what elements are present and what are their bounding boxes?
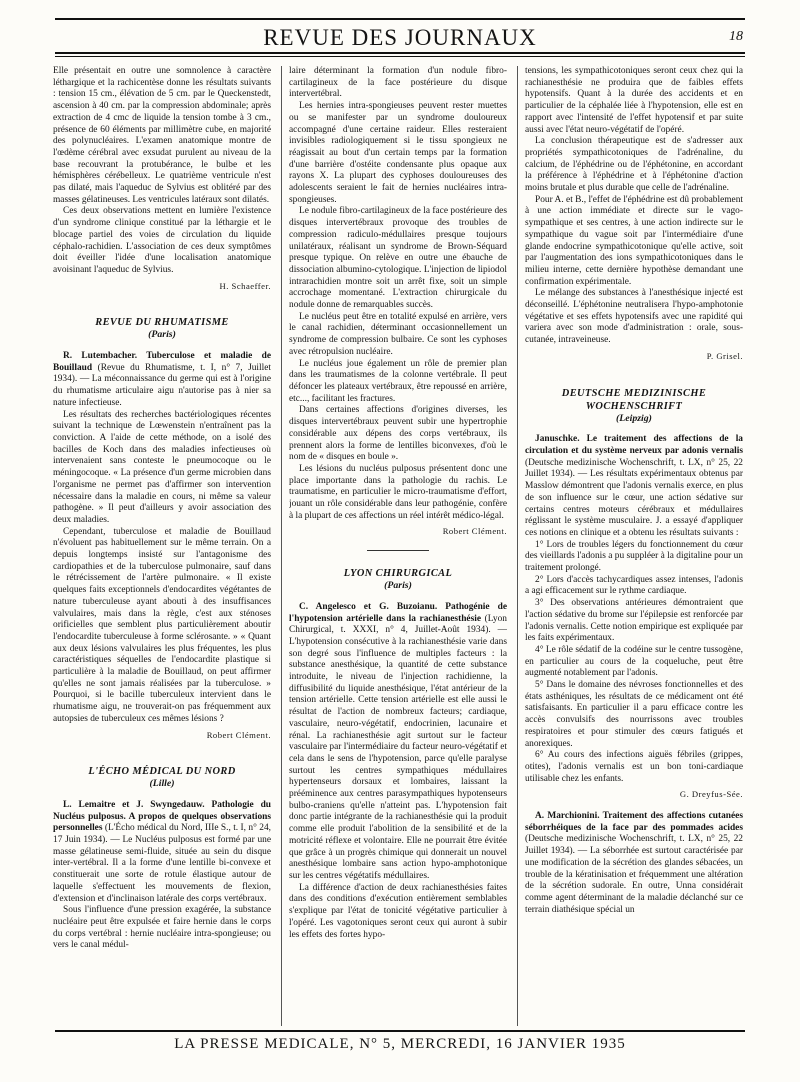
paragraph: Elle présentait en outre une somnolence à caractère léthargique et la rachicentèse donne les résultats suivants : tension 15 cm., élévation de 5 cm. par le Queckenstedt, ascension à 40 cm. par la compression abdominale; après extraction de 4 cmc de liquide la tension tombe à 3 cm., présence de 60 éléments par millimètre cube, en majorité des polynucléaires. L'examen anatomique montre de l'œdème cérébral avec exsudat purulent au niveau de la base recouvrant la protubérance, le bulbe et les hémisphères cérébelleux. Le quatrième ventricule n'est pas dilaté, mais l'aqueduc de Sylvius est oblitéré par des masses gélatineuses. Les ventricules latéraux sont dilatés.: [53, 66, 271, 205]
article-heading: L. Lemaitre et J. Swyngedauw. Pathologie du Nucléus pulposus. A propos de quelques observations personnelles: [53, 799, 271, 834]
paragraph: Les lésions du nucléus pulposus présentent donc une place importante dans la pathologie du rachis. Le traumatisme, en particulier le micro-traumatisme d'effort, jouant un rôle considérable dans leur pathogénie, confère à la plupart de ces affections un réel intérêt médico-légal.: [289, 463, 507, 521]
header-bottom-rule: [55, 52, 745, 54]
section-rule: [367, 550, 429, 551]
list-item: 3° Des observations antérieures démontraient que l'action sédative du brome sur l'épilepsie est renforcée par l'adonis vernalis. Cette notion empirique est expliquée par les faits expérimentaux.: [525, 598, 743, 644]
list-item: 5° Dans le domaine des névroses fonctionnelles et des états asthéniques, les résultats de ce médicament ont été satisfaisants. En particulier il a paru efficace contre les accès convulsifs des nourrissons avec troubles respiratoires et pour stimuler des cœurs fatigués et anorexiques.: [525, 680, 743, 749]
section-title: L'ÉCHO MÉDICAL DU NORD: [88, 766, 236, 778]
column-2: [289, 66, 507, 1026]
signature: P. Grisel.: [706, 350, 743, 361]
article: [525, 434, 743, 539]
paragraph: Le nucléus peut être en totalité expulsé en arrière, vers le canal rachidien, déterminant occasionnellement un syndrome de compression bulbaire. Ce sont les cyphoses avec rétropulsion nucléaire.: [289, 311, 507, 357]
article-heading: C. Angelesco et G. Buzoianu. Pathogénie de l'hypotension artérielle dans la rachianesthésie: [289, 601, 507, 624]
article: [525, 811, 743, 916]
paragraph: Pour A. et B., l'effet de l'éphédrine est dû probablement à une action immédiate et directe sur le vago-sympathique et ses centres, à une action indirecte sur le sympathique du vague soit par l'intermédiaire d'une glande endocrine sympathicotonique qu'elle active, soit par l'augmentation des ions sympathicotoniques dans le milieu interne, cette dernière hypothèse demandant une confirmation expérimentale.: [525, 194, 743, 287]
article-heading: A. Marchionini. Traitement des affections cutanées séborrhéiques de la face par des pommades acides: [525, 811, 743, 833]
article: [53, 351, 271, 410]
header-bottom-rule-thin: [55, 56, 745, 57]
paragraph: La conclusion thérapeutique est de s'adresser aux propriétés sympathicotoniques de l'adrénaline, du calcium, de l'éphédrine ou de l'éphétonine, en accordant la préférence à l'éphédrine et à l'éphétonine d'action moins brutale et plus durable que celle de l'adrénaline.: [525, 136, 743, 194]
paragraph: Le nodule fibro-cartilagineux de la face postérieure des disques intervertébraux provoque des troubles de compression radiculo-médullaires presque toujours unilatéraux, réalisant un syndrome de Brown-Séquard presque typique. On relève en outre une ébauche de dissociation albumino-cytologique. L'injection de lipiodol intrarachidien montre soit un arrêt fixe, soit un simple accrochage momentané. L'extraction chirurgicale du nodule donne de remarquables succès.: [289, 206, 507, 311]
paragraph: laire déterminant la formation d'un nodule fibro-cartilagineux de la face postérieure du disque intervertébral.: [289, 66, 507, 100]
paragraph: Ces deux observations mettent en lumière l'existence d'un syndrome clinique constitué par la léthargie et le blocage partiel des voies de circulation du liquide céphalo-rachidien. L'association de ces deux symptômes doit éveiller l'idée d'une localisation anatomique avoisinant l'aqueduc de Sylvius.: [53, 206, 271, 275]
article-heading: Januschke. Le traitement des affections de la circulation et du système nerveux par adonis vernalis: [525, 434, 743, 456]
list-item: 6° Au cours des infections aiguës fébriles (grippes, otites), l'adonis vernalis est un bon toni-cardiaque utilisable chez les enfants.: [525, 750, 743, 784]
paragraph: Les hernies intra-spongieuses peuvent rester muettes ou se manifester par un syndrome douloureux accompagné d'une certaine raideur. Elles resteraient invisibles radiologiquement si le tissu spongieux ne réagissait au bout d'un certain temps par la formation d'une barrière d'ostéite condensante plus opaque aux rayons X. La plupart des cyphoses douloureuses des adolescents seraient le fait de hernies nucléaires intra-spongieuses.: [289, 101, 507, 205]
article: [53, 800, 271, 905]
signature: Robert Clément.: [206, 729, 271, 740]
column-divider-2: [517, 66, 518, 1026]
paragraph: Le nucléus joue également un rôle de premier plan dans les traumatismes de la colonne vertébrale. Il peut défoncer les plateaux vertébraux, être repoussé en arrière, etc..., facilitant les fractures.: [289, 358, 507, 404]
paragraph: tensions, les sympathicotoniques seront ceux chez qui la rachianesthésie ne produira que de faibles effets hypotensifs. Quant à la durée des accidents et en particulier de la céphalée liée à l'hypotension, elle est en rapport avec l'intensité de l'effet hypotensif et par suite aussi avec l'état neuro-végétatif de l'opéré.: [525, 66, 743, 135]
page-number: 18: [729, 29, 743, 44]
article: [289, 602, 507, 883]
paragraph: Les résultats des recherches bactériologiques récentes suivant la technique de Lœwenstein n'entraînent pas la conviction. A l'aide de cette méthode, on a isolé des bacilles de Koch dans des maladies infectieuses où intervenaient sans conteste le pneumocoque ou le méningocoque. « La présence d'un germe microbien dans l'organisme ne permet pas d'affirmer son intervention nécessaire dans la maladie en cours, ni même sa valeur pathogène. » Il peut d'ailleurs y avoir association des deux maladies.: [53, 409, 271, 525]
paragraph: Le mélange des substances à l'anesthésique injecté est déconseillé. L'éphétonine neutralisera l'hypo-amphotonie végétative et ses effets hypotensifs avec une rapidité qui variera avec son mode d'administration : orale, sous-cutanée, intraveineuse.: [525, 288, 743, 346]
header-top-rule: [55, 18, 745, 20]
section-subtitle: (Paris): [148, 329, 176, 341]
column-divider-1: [281, 66, 282, 1026]
section-title: REVUE DU RHUMATISME: [95, 317, 229, 329]
article-body: (L'Écho médical du Nord, IIIe S., t. I, n° 24, 17 Juin 1934). — Le Nucléus pulposus est formé par une masse gélatineuse semi-fluide, située au sein du disque inter-vertébral. Il a la forme d'une lentille bi-convexe et constituerait une sorte de rotule élastique autour de laquelle s'effectuent les mouvements de flexion, d'extension et d'inclinaison latérale des corps vertébraux.: [53, 823, 271, 904]
journal-section-title: REVUE DES JOURNAUX: [263, 25, 537, 50]
paragraph: Cependant, tuberculose et maladie de Bouillaud n'évoluent pas habituellement sur le même terrain. On a depuis longtemps insisté sur l'antagonisme des cardiopathies et de la tuberculose pulmonaire, sauf dans le rétrécissement de l'artère pulmonaire. « Il existe quelques faits exceptionnels d'endocardites végétantes de nature tuberculeuse ayant abouti à des insuffisances valvulaires, mais dans la règle, c'est aux sténoses orificielles que semblent plus particulièrement aboutir l'endocardite tuberculeuse à forme sclérosante. » « Quant aux deux lésions valvulaires les plus fréquentes, les plus caractéristiques séquelles de l'endocardite plastique si particulière à la maladie de Bouillaud, on peut affirmer qu'elles ne sont jamais réalisées par la tuberculose. » Pourquoi, si le bacille tuberculeux intervient dans le rhumatisme aigu, ne trouverait-on pas fréquemment aux autopsies de tuberculeux ces mêmes lésions ?: [53, 526, 271, 724]
page-footer: LA PRESSE MEDICALE, N° 5, MERCREDI, 16 JANVIER 1935: [174, 1036, 626, 1052]
article-heading: R. Lutembacher. Tuberculose et maladie de Bouillaud: [53, 351, 271, 373]
section-title: DEUTSCHE MEDIZINISCHE WOCHENSCHRIFT: [561, 387, 707, 412]
article-body: (Revue du Rhumatisme, t. I, n° 7, Juillet 1934). — La méconnaissance du germe qui est à l'origine du rhumatisme articulaire aigu n'autorise pas à nier sa nature infectieuse.: [53, 362, 271, 408]
signature: H. Schaeffer.: [219, 280, 271, 291]
page-header: [55, 25, 745, 51]
column-1: [53, 66, 271, 1026]
article-body: (Deutsche medizinische Wochenschrift, t. LX, n° 25, 22 Juillet 1934). — La séborrhée est surtout caractérisée par une modification de la sécrétion des glandes sébacées, un trouble de la kératinisation et fréquemment une altération de la sécrétion sudorale. En outre, Unna considérait comme agent déterminant de la maladie déclanché sur ce terrain diathésique spécial un: [525, 834, 743, 915]
paragraph: Dans certaines affections d'origines diverses, les disques intervertébraux peuvent subir une hypertrophie considérable aux dépens des corps vertébraux, ils prennent alors la forme de lentilles biconvexes, d'où le nom de « disques en boule ».: [289, 405, 507, 463]
paragraph: Sous l'influence d'une pression exagérée, la substance nucléaire peut être expulsée et faire hernie dans le corps du corps vertébral : hernie nucléaire intra-spongieuse; ou vers le canal médul-: [53, 905, 271, 951]
signature: Robert Clément.: [442, 526, 507, 537]
signature: G. Dreyfus-Sée.: [679, 789, 743, 800]
column-3: [525, 66, 743, 1026]
paragraph: La différence d'action de deux rachianesthésies faites dans des conditions d'exécution entièrement semblables s'explique par l'état de tonicité végétative particulier à l'opéré. Les vagotoniques seront ceux qui auront à subir les effets des fortes hypo-: [289, 882, 507, 940]
section-subtitle: (Leipzig): [616, 412, 652, 424]
list-item: 4° Le rôle sédatif de la codéine sur le centre tussogène, en particulier au cours de la coqueluche, peut être augmenté notablement par l'adonis.: [525, 644, 743, 679]
list-item: 1° Lors de troubles légers du fonctionnement du cœur des vieillards l'adonis a pu suppléer à la digitaline pour un traitement prolongé.: [525, 539, 743, 574]
footer-rule: [55, 1030, 745, 1032]
list-item: 2° Lors d'accès tachycardiques assez intenses, l'adonis a agi efficacement sur le rythme cardiaque.: [525, 574, 743, 597]
section-subtitle: (Lille): [149, 778, 175, 790]
section-subtitle: (Paris): [384, 580, 412, 592]
section-title: LYON CHIRURGICAL: [343, 568, 453, 580]
article-body: (Deutsche medizinische Wochenschrift, t. LX, n° 25, 22 Juillet 1934). — Les résultats expérimentaux obtenus par Masslow démontrent que l'adonis vernalis exerce, en plus de son influence sur le cœur, une action sédative sur certains centres moteurs cérébraux et médullaires réglissant le système musculaire. J. a essayé d'appliquer ces notions en clinique et a obtenu les résultats suivants :: [525, 457, 743, 538]
article-body: (Lyon Chirurgical, t. XXXI, n° 4, Juillet-Août 1934). — L'hypotension consécutive à la rachianesthésie varie dans son degré sous l'influence de multiples facteurs : la substance anesthésique, la quantité de cette substance introduite, le niveau de l'injection rachidienne, la diffusibilité du liquide anesthésique, l'état antérieur de la tension artérielle. Cette tension artérielle est elle aussi le résultat de l'action de nombreux facteurs; cardiaque, vasculaire, neuro-végétatif, endocrinien, lacunaire et rénal. La rachianesthésie agit surtout sur le facteur vasculaire par l'intermédiaire du facteur neuro-végétatif et cela dans le sens de l'hypotension, parce qu'elle paralyse surtout les centres sympathiques médullaires hypertenseurs dorsaux et lombaires, laissant la prééminence aux centres parasympathiques hypotenseurs bulbo-craniens qu'elle n'atteint pas. L'hypotension fait donc partie intégrante de la rachianesthésie qui la produit comme elle produit l'abolition de la sensibilité et de la motricité réflexe et volontaire. Elle ne pourrait être évitée que grâce à un progrès chimique qui donnerait un nouvel anesthésique lombaire sans action hypo-amphotonique sur les centres végétatifs médullaires.: [289, 613, 507, 881]
